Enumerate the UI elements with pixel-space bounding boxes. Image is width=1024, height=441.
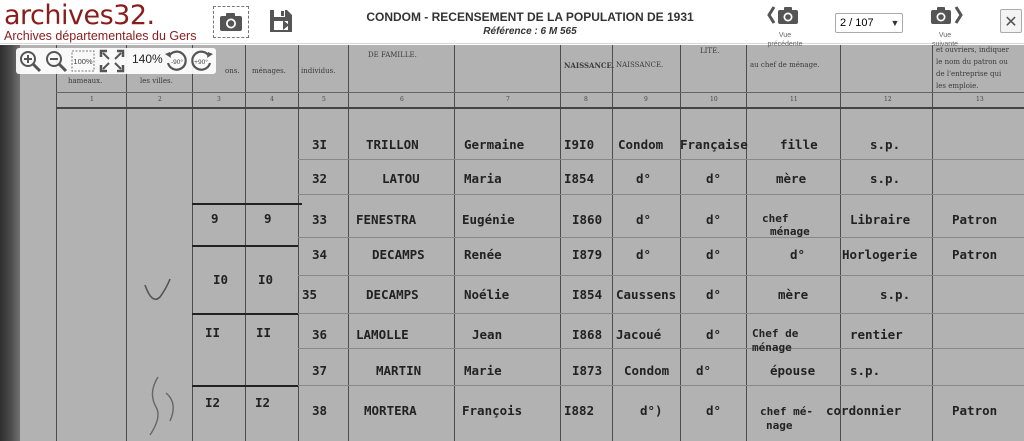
lieu-naissance: d° (636, 247, 652, 262)
header-patron-4: les emploie. (936, 82, 979, 90)
nom: FENESTRA (356, 212, 417, 227)
zoom-in-button[interactable] (18, 49, 42, 78)
close-button[interactable] (1000, 9, 1022, 33)
zoom-reset-icon (71, 50, 95, 72)
row-rule (298, 348, 1024, 349)
lieu-naissance: Jacoué (616, 327, 662, 342)
nationalite: d° (706, 247, 722, 262)
header-patron-2: le nom du patron ou (936, 58, 1008, 66)
row-rule (298, 159, 1024, 160)
household-rule (192, 313, 298, 315)
lieu-naissance: d°) (640, 403, 663, 418)
rotate-right-label: +90° (194, 59, 208, 66)
zoom-in-icon (18, 49, 42, 73)
col-rule (560, 45, 561, 441)
col-rule (348, 45, 349, 441)
header-nom-famille: DE FAMILLE. (368, 51, 417, 59)
situation: mère (778, 287, 809, 302)
nationalite: d° (696, 363, 712, 378)
save-button[interactable] (266, 6, 298, 38)
annee-naissance: I860 (572, 212, 603, 227)
col-number: 3 (217, 96, 221, 103)
header-individus: individus. (301, 67, 336, 75)
header-patron-3: de l'entreprise qui (936, 70, 1002, 78)
rotate-left-label: -90° (171, 59, 183, 66)
menage-number: I0 (258, 272, 274, 287)
col-number: 11 (790, 96, 798, 103)
lieu-naissance: Caussens (616, 287, 677, 302)
situation: Chef de (752, 327, 799, 340)
col-rule (932, 45, 933, 441)
next-view-button[interactable] (922, 4, 968, 48)
document-reference: Référence : 6 M 565 (483, 26, 577, 37)
annee-naissance: I868 (572, 327, 603, 342)
header-menages: ménages. (252, 67, 286, 75)
header-lieu-naissance: NAISSANCE. (616, 61, 664, 69)
individu-number: 35 (302, 287, 318, 302)
situation: chef mé- (760, 405, 813, 418)
individu-number: 36 (312, 327, 328, 342)
situation: fille (780, 137, 818, 152)
rotate-left-button[interactable] (164, 49, 188, 78)
annee-naissance: I882 (564, 403, 595, 418)
census-page (20, 45, 1024, 441)
household-rule (192, 385, 298, 387)
header-hameaux: hameaux. (68, 77, 103, 85)
row-rule (298, 275, 1024, 276)
page-select[interactable] (835, 13, 903, 33)
individu-number: 38 (312, 403, 328, 418)
annee-naissance: I873 (572, 363, 603, 378)
logo-subtitle: Archives départementales du Gers (4, 29, 197, 43)
household-rule (192, 245, 298, 247)
nationalite: Française (680, 137, 748, 152)
zoom-toolbar (16, 48, 216, 74)
individu-number: 37 (312, 363, 328, 378)
pencil-mark-icon (140, 275, 180, 315)
col-number: 6 (400, 96, 404, 103)
nationalite: d° (706, 327, 722, 342)
annee-naissance: I854 (564, 171, 595, 186)
floppy-disk-icon (266, 6, 296, 36)
col-rule (126, 45, 127, 441)
prenom: Renée (464, 247, 502, 262)
col-number: 5 (322, 96, 326, 103)
next-camera-icon (925, 4, 965, 26)
prenom: Maria (464, 171, 502, 186)
prenom: Jean (472, 327, 503, 342)
header-nationalite: LITE. (700, 47, 720, 55)
nationalite: d° (706, 212, 722, 227)
col-rule (612, 45, 613, 441)
prenom: Marie (464, 363, 502, 378)
pencil-mark-icon (140, 373, 190, 441)
header-rule (56, 107, 1024, 109)
household-rule (192, 203, 302, 205)
fullscreen-button[interactable] (99, 49, 125, 78)
site-logo[interactable] (4, 2, 196, 43)
individu-number: 34 (312, 247, 328, 262)
col-number: 2 (158, 96, 162, 103)
close-icon: ✕ (1004, 11, 1018, 31)
header-villes: les villes. (140, 77, 173, 85)
camera-icon (214, 7, 248, 37)
lieu-naissance: Condom (618, 137, 664, 152)
col-number: 1 (90, 96, 94, 103)
zoom-reset-label: 100% (73, 57, 93, 66)
document-viewer[interactable] (0, 45, 1024, 441)
nom: MORTERA (364, 403, 417, 418)
document-title-block (330, 10, 730, 37)
rotate-right-button[interactable] (190, 49, 214, 78)
next-view-label-2: suivante (931, 41, 959, 48)
nom: LAMOLLE (356, 327, 409, 342)
profession: rentier (850, 327, 903, 342)
row-rule (298, 194, 1024, 195)
col-number: 7 (506, 96, 510, 103)
nom: DECAMPS (366, 287, 419, 302)
situation-line-2: nage (766, 419, 793, 432)
col-number: 13 (976, 96, 984, 103)
situation: d° (790, 247, 806, 262)
profession: s.p. (870, 171, 901, 186)
zoom-out-icon (44, 49, 68, 73)
col-rule (245, 45, 246, 441)
nom: LATOU (382, 171, 420, 186)
maison-number: I2 (205, 395, 221, 410)
fullscreen-icon (99, 49, 125, 73)
patron: Patron (952, 403, 998, 418)
situation: chef (762, 212, 789, 225)
document-title: CONDOM - RECENSEMENT DE LA POPULATION DE 1931 (366, 10, 694, 24)
previous-view-label-1: Vue (778, 32, 792, 39)
patron: Patron (952, 212, 998, 227)
profession: s.p. (880, 287, 911, 302)
prenom: Eugénie (462, 212, 515, 227)
next-view-label-1: Vue (938, 32, 952, 39)
col-rule (192, 45, 193, 441)
col-rule (298, 45, 299, 441)
nom: TRILLON (366, 137, 419, 152)
rotate-right-icon (190, 49, 214, 73)
menage-number: I2 (255, 395, 271, 410)
individu-number: 33 (312, 212, 328, 227)
col-rule (840, 45, 841, 441)
row-rule (298, 237, 1024, 238)
annee-naissance: I879 (572, 247, 603, 262)
col-number: 12 (884, 96, 892, 103)
menage-number: 9 (264, 211, 272, 226)
situation: mère (776, 171, 807, 186)
situation-line-2: ménage (752, 341, 792, 354)
top-bar (0, 0, 1024, 48)
profession: Horlogerie (842, 247, 918, 262)
col-number: 10 (710, 96, 718, 103)
col-rule (56, 45, 57, 441)
header-annee-naissance: NAISSANCE. (564, 61, 615, 70)
profession: Libraire (850, 212, 911, 227)
annee-naissance: I854 (572, 287, 603, 302)
lieu-naissance: d° (636, 171, 652, 186)
zoom-out-button[interactable] (44, 49, 68, 78)
col-number: 9 (644, 96, 648, 103)
individu-number: 32 (312, 171, 328, 186)
col-rule (454, 45, 455, 441)
profession: s.p. (870, 137, 901, 152)
nationalite: d° (706, 287, 722, 302)
page-select-value: 2 / 107 (840, 17, 874, 29)
prenom: François (462, 403, 523, 418)
lieu-naissance: d° (636, 212, 652, 227)
chevron-down-icon: ▼ (890, 18, 900, 28)
col-rule (746, 45, 747, 441)
prenom: Germaine (464, 137, 525, 152)
maison-number: 9 (211, 211, 219, 226)
lieu-naissance: Condom (624, 363, 670, 378)
previous-view-button[interactable] (762, 4, 808, 48)
rotate-left-icon (164, 49, 188, 73)
individu-number: 3I (312, 137, 328, 152)
col-rule (680, 45, 681, 441)
logo-title: archives32. (4, 0, 155, 31)
nationalite: d° (706, 171, 722, 186)
annee-naissance: I9I0 (564, 137, 595, 152)
col-number: 4 (270, 96, 274, 103)
profession: cordonnier (826, 403, 902, 418)
zoom-reset-button[interactable] (71, 50, 95, 77)
patron: Patron (952, 247, 998, 262)
screenshot-button[interactable] (213, 6, 249, 38)
header-rule (56, 92, 1024, 93)
previous-view-label-2: précédente (767, 41, 803, 48)
situation: épouse (770, 363, 816, 378)
header-situation: au chef de ménage. (750, 61, 820, 69)
nom: MARTIN (376, 363, 422, 378)
maison-number: II (205, 325, 221, 340)
header-patron-1: et ouvriers, indiquer (936, 46, 1009, 54)
situation-line-2: ménage (770, 225, 810, 238)
profession: s.p. (850, 363, 881, 378)
nom: DECAMPS (372, 247, 425, 262)
maison-number: I0 (213, 272, 229, 287)
header-maisons: ons. (225, 67, 240, 75)
previous-camera-icon (765, 4, 805, 26)
menage-number: II (256, 325, 272, 340)
row-rule (298, 313, 1024, 314)
row-rule (298, 385, 1024, 386)
col-number: 8 (584, 96, 588, 103)
zoom-level: 140% (132, 52, 163, 66)
nationalite: d° (706, 403, 722, 418)
prenom: Noélie (464, 287, 510, 302)
